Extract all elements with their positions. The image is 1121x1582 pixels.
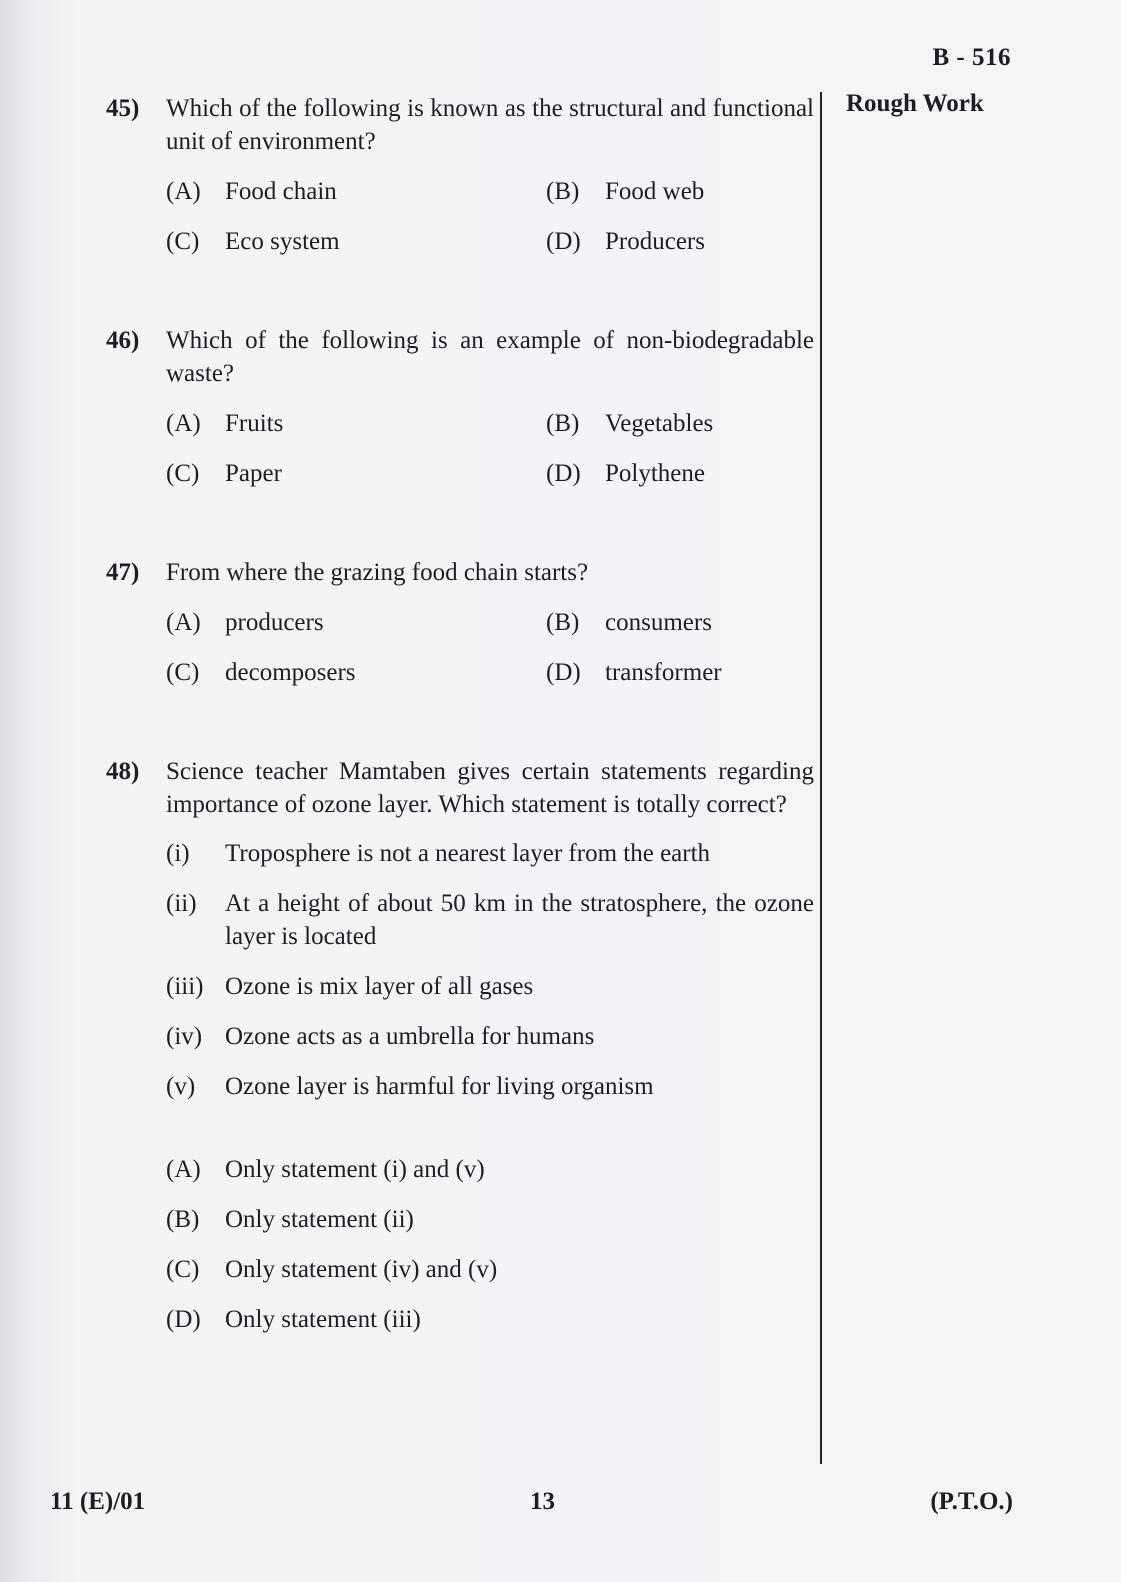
option-label: (C) [166, 460, 200, 487]
option-text: consumers [605, 609, 712, 636]
pto-label: (P.T.O.) [930, 1488, 1013, 1515]
option-text: Food web [605, 178, 705, 205]
page-number: 13 [530, 1488, 555, 1515]
statement-label: (iv) [166, 1023, 203, 1050]
option-b [546, 407, 866, 440]
statement-text: At a height of about 50 km in the stratosphere, the ozone layer is located [225, 890, 814, 950]
option-label: (D) [546, 659, 581, 686]
question-number: 46) [106, 327, 140, 354]
option-text: Producers [605, 228, 705, 255]
option-text: decomposers [225, 659, 356, 686]
statement-v [166, 1070, 814, 1103]
option-label: (B) [546, 178, 580, 205]
option-label: (B) [546, 410, 580, 437]
statement-list [166, 837, 814, 1103]
paper-code-header: B - 516 [932, 44, 1011, 71]
statement-label: (i) [166, 840, 190, 867]
option-a [166, 1153, 814, 1186]
option-d [546, 225, 866, 258]
option-label: (A) [166, 410, 201, 437]
column-divider [820, 92, 822, 1464]
option-c [166, 1253, 814, 1286]
option-b [166, 1203, 814, 1236]
option-d [546, 457, 866, 490]
option-text: Paper [225, 460, 282, 487]
option-d [546, 656, 866, 689]
footer-paper-code: 11 (E)/01 [50, 1488, 146, 1515]
rough-work-label: Rough Work [846, 90, 984, 117]
question-text: Which of the following is an example of non-biodegradable waste? [166, 327, 814, 387]
option-label: (A) [166, 178, 201, 205]
question-number: 45) [106, 95, 140, 122]
options-grid [166, 407, 814, 490]
question-number: 47) [106, 559, 140, 586]
statement-text: Ozone acts as a umbrella for humans [225, 1023, 595, 1050]
question-text: From where the grazing food chain starts? [166, 559, 589, 586]
statement-label: (ii) [166, 890, 197, 917]
statement-iii [166, 970, 814, 1003]
option-a [166, 606, 546, 639]
option-label: (B) [166, 1206, 200, 1233]
statement-text: Ozone layer is harmful for living organism [225, 1073, 654, 1100]
option-text: Only statement (iii) [225, 1306, 421, 1333]
option-text: Vegetables [605, 410, 714, 437]
option-label: (B) [546, 609, 580, 636]
options-grid [166, 606, 814, 689]
option-b [546, 175, 866, 208]
option-label: (A) [166, 609, 201, 636]
option-label: (C) [166, 659, 200, 686]
option-label: (C) [166, 228, 200, 255]
statement-i [166, 837, 814, 870]
option-text: Eco system [225, 228, 340, 255]
option-text: Food chain [225, 178, 337, 205]
option-text: Fruits [225, 410, 284, 437]
option-text: Only statement (ii) [225, 1206, 414, 1233]
option-b [546, 606, 866, 639]
option-a [166, 175, 546, 208]
statement-label: (v) [166, 1073, 196, 1100]
question-45 [106, 92, 814, 258]
option-a [166, 407, 546, 440]
option-label: (A) [166, 1156, 201, 1183]
statement-text: Troposphere is not a nearest layer from the earth [225, 840, 711, 867]
option-label: (C) [166, 1256, 200, 1283]
statement-label: (iii) [166, 973, 204, 1000]
statement-text: Ozone is mix layer of all gases [225, 973, 534, 1000]
option-text: Polythene [605, 460, 705, 487]
option-d [166, 1303, 814, 1336]
question-48 [106, 755, 814, 1353]
question-47 [106, 556, 814, 689]
option-label: (D) [546, 228, 581, 255]
option-text: producers [225, 609, 324, 636]
answer-list [166, 1153, 814, 1336]
options-grid [166, 175, 814, 258]
option-label: (D) [166, 1306, 201, 1333]
question-number: 48) [106, 758, 140, 785]
option-text: transformer [605, 659, 722, 686]
option-text: Only statement (iv) and (v) [225, 1256, 498, 1283]
question-text: Science teacher Mamtaben gives certain statements regarding importance of ozone layer. Which statement is totally correct? [166, 758, 814, 818]
option-label: (D) [546, 460, 581, 487]
statement-iv [166, 1020, 814, 1053]
option-text: Only statement (i) and (v) [225, 1156, 485, 1183]
question-46 [106, 324, 814, 490]
option-c [166, 656, 546, 689]
question-text: Which of the following is known as the structural and functional unit of environment? [166, 95, 814, 155]
statement-ii [166, 887, 814, 953]
option-c [166, 457, 546, 490]
option-c [166, 225, 546, 258]
